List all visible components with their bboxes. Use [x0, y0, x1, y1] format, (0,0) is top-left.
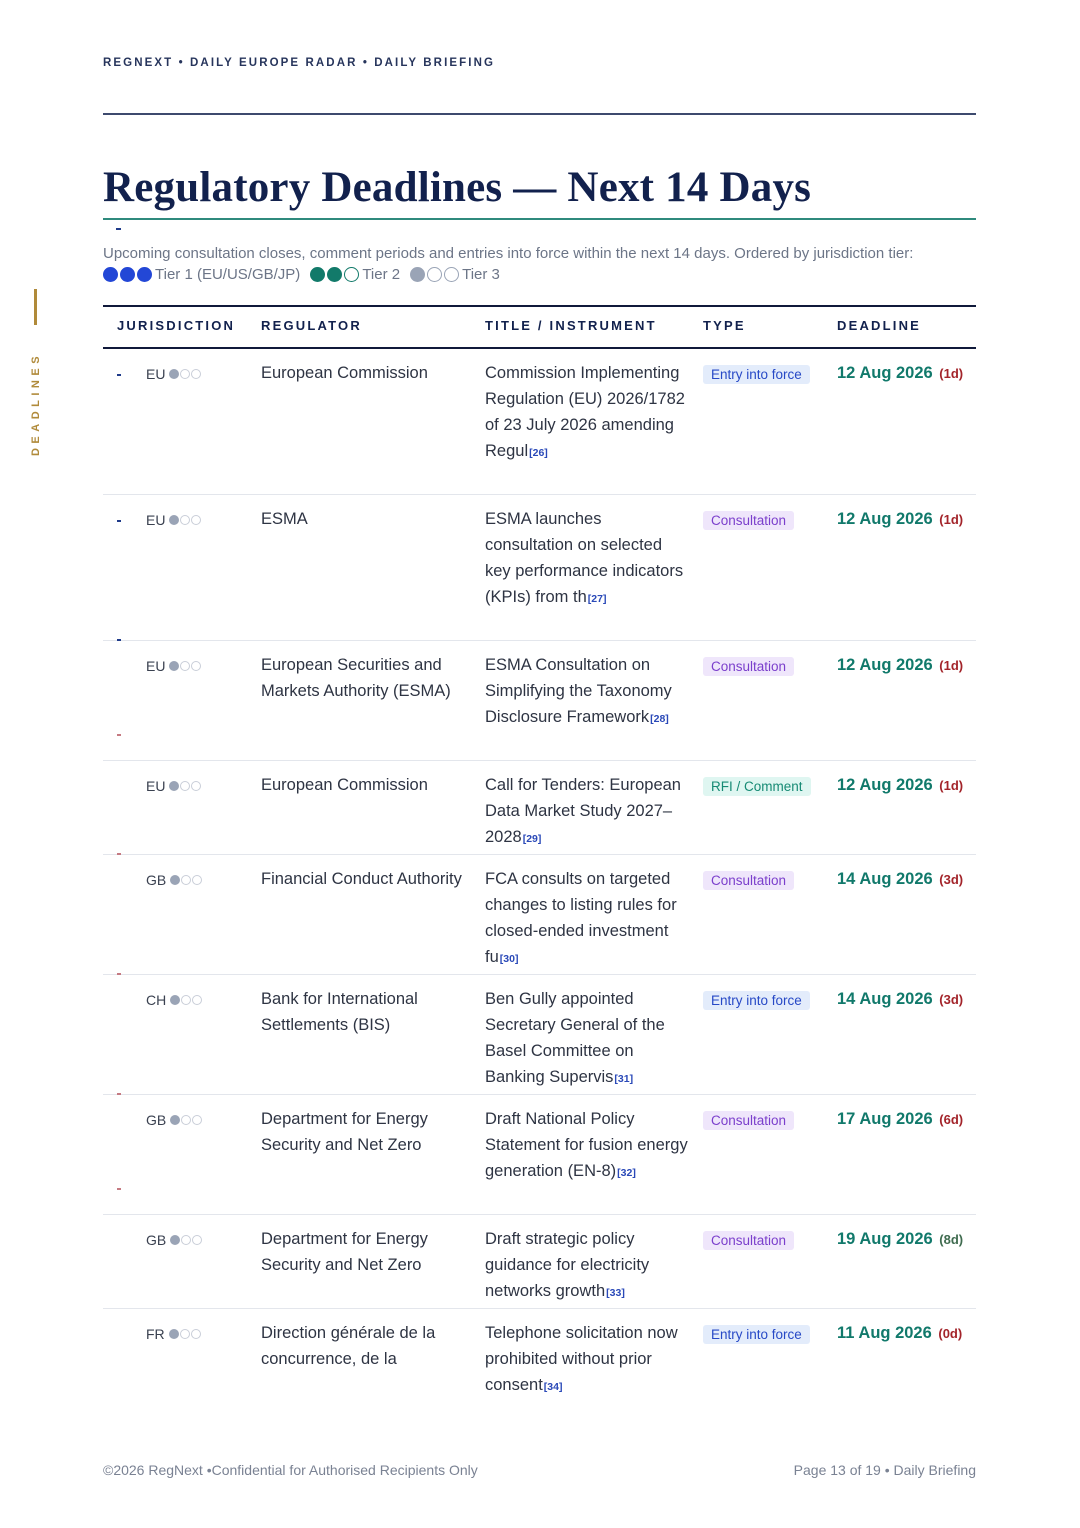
row-marker: [117, 1188, 121, 1190]
column-header-deadline: DEADLINE: [837, 318, 922, 333]
side-tab-marker: [34, 289, 37, 325]
title-cell: [485, 652, 690, 732]
deadline-date: 11 Aug 2026: [837, 1324, 932, 1342]
jurisdiction-code: FR: [146, 1326, 165, 1342]
running-header: REGNEXT • DAILY EUROPE RADAR • DAILY BRIEFING: [103, 57, 496, 69]
tier-dots-icon: [170, 995, 203, 1005]
table-row: [103, 1095, 976, 1215]
table-row: [103, 1309, 976, 1419]
reference-link[interactable]: [32]: [617, 1167, 636, 1179]
deadline-cell: [837, 652, 963, 679]
instrument-title: FCA consults on targeted changes to listing rules for closed-ended investment fu: [485, 870, 677, 966]
jurisdiction-code: CH: [146, 992, 167, 1008]
column-header-type: TYPE: [703, 318, 746, 333]
type-badge: RFI / Comment: [703, 777, 811, 796]
deadline-cell: [837, 866, 963, 893]
deadline-date: 12 Aug 2026: [837, 510, 933, 528]
jurisdiction-code: EU: [146, 512, 166, 528]
deadline-date: 12 Aug 2026: [837, 656, 933, 674]
table-row: [103, 349, 976, 495]
type-cell: [703, 773, 823, 800]
days-remaining: (0d): [938, 1326, 963, 1341]
tier-legend: [103, 266, 510, 283]
deadline-cell: [837, 1226, 963, 1253]
deadline-date: 14 Aug 2026: [837, 870, 933, 888]
tier-dots-icon: [169, 661, 202, 671]
jurisdiction-cell: [146, 1227, 203, 1253]
regulator-cell: European Commission: [261, 364, 428, 382]
days-remaining: (3d): [939, 872, 964, 887]
jurisdiction-code: EU: [146, 658, 166, 674]
days-remaining: (6d): [939, 1112, 964, 1127]
tier-dots-icon: [169, 781, 202, 791]
tier-dots-icon: [169, 515, 202, 525]
regulator-cell: European Commission: [261, 776, 428, 794]
row-marker: [117, 734, 121, 736]
jurisdiction-cell: [146, 987, 203, 1013]
instrument-title: Draft National Policy Statement for fusion energy generation (EN-8): [485, 1110, 688, 1180]
table-top-rule: [103, 305, 976, 307]
type-cell: [703, 987, 823, 1014]
reference-link[interactable]: [33]: [606, 1287, 625, 1299]
tier-dots-icon: [169, 1329, 202, 1339]
type-cell: [703, 1107, 823, 1134]
type-badge: Entry into force: [703, 1325, 810, 1344]
instrument-title: Draft strategic policy guidance for electricity networks growth: [485, 1230, 650, 1300]
title-cell: [485, 986, 690, 1092]
title-cell: [485, 772, 690, 852]
jurisdiction-cell: [146, 361, 202, 387]
legend-item: [410, 266, 500, 283]
deadline-cell: [837, 1106, 963, 1133]
reference-link[interactable]: [30]: [499, 953, 519, 965]
reference-link[interactable]: [27]: [587, 593, 607, 605]
jurisdiction-cell: [146, 653, 202, 679]
jurisdiction-cell: [146, 867, 203, 893]
type-badge: Consultation: [703, 511, 794, 530]
title-cell: [485, 1106, 690, 1186]
reference-link[interactable]: [26]: [529, 447, 548, 459]
deadline-cell: [837, 506, 963, 533]
reference-link[interactable]: [28]: [650, 713, 669, 725]
regulator-cell: European Securities and Markets Authority (ESMA): [261, 656, 451, 700]
reference-link[interactable]: [31]: [614, 1073, 634, 1085]
days-remaining: (1d): [939, 512, 964, 527]
footer-page-info: Page 13 of 19 • Daily Briefing: [793, 1462, 976, 1478]
deadline-date: 12 Aug 2026: [837, 364, 933, 382]
table-row: [103, 761, 976, 855]
reference-link[interactable]: [34]: [543, 1381, 563, 1393]
tier-dots-icon: [170, 875, 203, 885]
instrument-title: Ben Gully appointed Secretary General of the Basel Committee on Banking Supervis: [485, 990, 665, 1086]
days-remaining: (3d): [939, 992, 964, 1007]
table-row: [103, 495, 976, 641]
type-badge: Consultation: [703, 657, 794, 676]
reference-link[interactable]: [29]: [522, 833, 542, 845]
deadline-date: 14 Aug 2026: [837, 990, 933, 1008]
instrument-title: Telephone solicitation now prohibited without prior consent: [485, 1324, 678, 1394]
days-remaining: (8d): [939, 1232, 964, 1247]
instrument-title: Commission Implementing Regulation (EU) 2026/1782 of 23 July 2026 amending Regul: [485, 364, 685, 460]
deadline-cell: [837, 360, 963, 387]
regulator-cell: Department for Energy Security and Net Zero: [261, 1110, 428, 1154]
jurisdiction-cell: [146, 773, 202, 799]
days-remaining: (1d): [939, 658, 964, 673]
type-cell: [703, 361, 823, 388]
tier-dots-icon: [170, 1115, 203, 1125]
tier-dots-icon: [310, 267, 359, 282]
jurisdiction-cell: [146, 1107, 203, 1133]
row-marker: [117, 520, 121, 522]
title-rule: [103, 218, 976, 220]
regulator-cell: Bank for International Settlements (BIS): [261, 990, 418, 1034]
jurisdiction-cell: [146, 507, 202, 533]
type-badge: Consultation: [703, 1111, 794, 1130]
deadline-cell: [837, 986, 963, 1013]
table-row: [103, 641, 976, 761]
type-badge: Consultation: [703, 1231, 794, 1250]
jurisdiction-cell: [146, 1321, 202, 1347]
intro-text: Upcoming consultation closes, comment periods and entries into force within the next 14 days. Ordered by jurisdiction tier:: [103, 245, 914, 262]
regulator-cell: Financial Conduct Authority: [261, 870, 462, 888]
tier-dots-icon: [169, 369, 202, 379]
column-header-jurisdiction: JURISDICTION: [117, 318, 236, 333]
type-badge: Entry into force: [703, 365, 810, 384]
deadline-date: 19 Aug 2026: [837, 1230, 933, 1248]
row-marker: [117, 374, 121, 376]
table-row: [103, 1215, 976, 1309]
title-cell: [485, 1320, 690, 1400]
deadline-date: 12 Aug 2026: [837, 776, 933, 794]
title-cell: [485, 866, 690, 972]
legend-label: Tier 3: [462, 266, 500, 283]
column-header-title: TITLE / INSTRUMENT: [485, 318, 657, 333]
tier-dots-icon: [410, 267, 459, 282]
jurisdiction-code: GB: [146, 872, 167, 888]
title-cell: [485, 360, 690, 466]
jurisdiction-code: EU: [146, 778, 166, 794]
footer-copyright: ©2026 RegNext •Confidential for Authorised Recipients Only: [103, 1462, 478, 1478]
legend-item: [310, 266, 400, 283]
legend-item: [103, 266, 300, 283]
title-cell: [485, 1226, 690, 1306]
instrument-title: Call for Tenders: European Data Market Study 2027–2028: [485, 776, 681, 846]
title-tick: [116, 228, 121, 230]
regulator-cell: ESMA: [261, 510, 308, 528]
table-header: [103, 318, 976, 338]
header-rule: [103, 113, 976, 115]
tier-dots-icon: [103, 267, 152, 282]
regulator-cell: Direction générale de la concurrence, de la: [261, 1324, 436, 1368]
page-title: Regulatory Deadlines — Next 14 Days: [103, 164, 812, 211]
days-remaining: (1d): [939, 778, 964, 793]
jurisdiction-code: GB: [146, 1112, 167, 1128]
type-badge: Consultation: [703, 871, 794, 890]
legend-label: Tier 1 (EU/US/GB/JP): [155, 266, 301, 283]
column-header-regulator: REGULATOR: [261, 318, 362, 333]
regulator-cell: Department for Energy Security and Net Zero: [261, 1230, 428, 1274]
row-marker: [117, 1093, 121, 1095]
type-cell: [703, 653, 823, 680]
deadline-date: 17 Aug 2026: [837, 1110, 933, 1128]
instrument-title: ESMA Consultation on Simplifying the Taxonomy Disclosure Framework: [485, 656, 672, 726]
days-remaining: (1d): [939, 366, 964, 381]
row-marker: [117, 973, 121, 975]
title-cell: [485, 506, 690, 612]
instrument-title: ESMA launches consultation on selected key performance indicators (KPIs) from th: [485, 510, 684, 606]
type-badge: Entry into force: [703, 991, 810, 1010]
jurisdiction-code: GB: [146, 1232, 167, 1248]
jurisdiction-code: EU: [146, 366, 166, 382]
tier-dots-icon: [170, 1235, 203, 1245]
side-tab-label: DEADLINES: [30, 351, 42, 457]
type-cell: [703, 867, 823, 894]
type-cell: [703, 1321, 823, 1348]
row-marker: [117, 853, 121, 855]
deadline-cell: [837, 772, 963, 799]
row-marker: [117, 639, 121, 641]
type-cell: [703, 507, 823, 534]
type-cell: [703, 1227, 823, 1254]
table-row: [103, 975, 976, 1095]
legend-label: Tier 2: [362, 266, 401, 283]
deadline-cell: [837, 1320, 962, 1347]
table-row: [103, 855, 976, 975]
